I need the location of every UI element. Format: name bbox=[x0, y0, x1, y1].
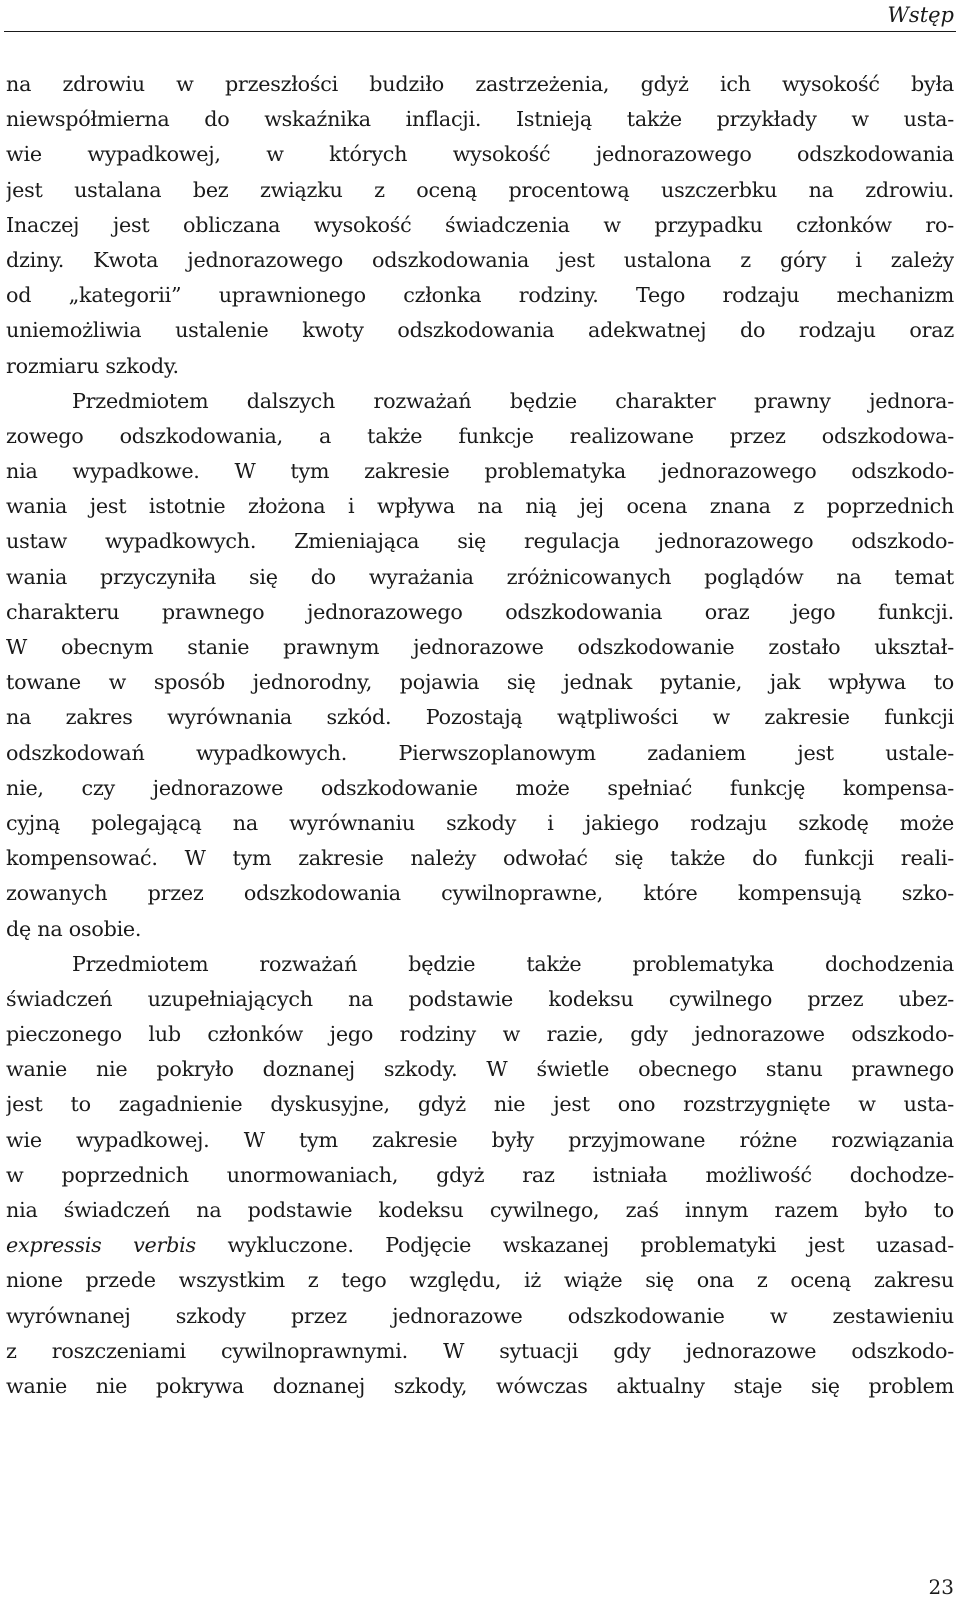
body-text bbox=[6, 67, 954, 1567]
text-line: nia wypadkowe. W tym zakresie problematyka jednorazowego odszkodo- bbox=[6, 459, 954, 484]
text-line: niewspółmierna do wskaźnika inflacji. Istnieją także przykłady w usta- bbox=[6, 107, 954, 132]
text-line: dę na osobie. bbox=[6, 916, 142, 941]
text-line: wie wypadkowej. W tym zakresie były przyjmowane różne rozwiązania bbox=[6, 1127, 954, 1152]
text-line bbox=[6, 1228, 954, 1263]
text-line: wie wypadkowej, w których wysokość jednorazowego odszkodowania bbox=[6, 142, 954, 167]
text-line: odszkodowań wypadkowych. Pierwszoplanowym zadaniem jest ustale- bbox=[6, 740, 954, 765]
text-line: cyjną polegającą na wyrównaniu szkody i jakiego rodzaju szkodę może bbox=[6, 810, 954, 835]
text-line: na zakres wyrównania szkód. Pozostają wątpliwości w zakresie funkcji bbox=[6, 705, 954, 730]
text-line: ustaw wypadkowych. Zmieniająca się regulacja jednorazowego odszkodo- bbox=[6, 529, 954, 554]
text-line: na zdrowiu w przeszłości budziło zastrzeżenia, gdyż ich wysokość była bbox=[6, 72, 954, 96]
text-line: uniemożliwia ustalenie kwoty odszkodowania adekwatnej do rodzaju oraz bbox=[6, 318, 954, 343]
text-line: zowego odszkodowania, a także funkcje realizowane przez odszkodowa- bbox=[6, 423, 954, 448]
text-line: wanie nie pokryło doznanej szkody. W świetle obecnego stanu prawnego bbox=[6, 1057, 954, 1082]
running-head: Wstęp bbox=[887, 3, 954, 27]
text-line: rozmiaru szkody. bbox=[6, 353, 179, 378]
text-line: jest ustalana bez związku z oceną procentową uszczerbku na zdrowiu. bbox=[6, 177, 954, 202]
text-line: Inaczej jest obliczana wysokość świadczenia w przypadku członków ro- bbox=[6, 212, 954, 237]
text-line: zowanych przez odszkodowania cywilnoprawne, które kompensują szko- bbox=[6, 881, 954, 906]
page-number: 23 bbox=[928, 1575, 954, 1599]
text-line: dziny. Kwota jednorazowego odszkodowania jest ustalona z góry i zależy bbox=[6, 247, 954, 272]
text-line: nie, czy jednorazowe odszkodowanie może spełniać funkcję kompensa- bbox=[6, 775, 954, 800]
text-line: wania jest istotnie złożona i wpływa na nią jej ocena znana z poprzednich bbox=[6, 494, 954, 519]
text-line: nione przede wszystkim z tego względu, iż wiąże się ona z oceną zakresu bbox=[6, 1268, 954, 1293]
italic-phrase: expressis verbis bbox=[6, 1233, 196, 1258]
text-line: wyrównanej szkody przez jednorazowe odszkodowanie w zestawieniu bbox=[6, 1303, 954, 1328]
text-line: od „kategorii” uprawnionego członka rodziny. Tego rodzaju mechanizm bbox=[6, 283, 954, 308]
text-line: nia świadczeń na podstawie kodeksu cywilnego, zaś innym razem było to bbox=[6, 1198, 954, 1222]
text-line: jest to zagadnienie dyskusyjne, gdyż nie jest ono rozstrzygnięte w usta- bbox=[6, 1092, 954, 1117]
text-line: towane w sposób jednorodny, pojawia się jednak pytanie, jak wpływa to bbox=[6, 670, 954, 695]
text-line: Przedmiotem dalszych rozważań będzie charakter prawny jednora- bbox=[72, 388, 954, 413]
text-line: w poprzednich unormowaniach, gdyż raz istniała możliwość dochodze- bbox=[6, 1162, 954, 1187]
text-line: Przedmiotem rozważań będzie także problematyka dochodzenia bbox=[72, 951, 954, 976]
text-line: wanie nie pokrywa doznanej szkody, wówczas aktualny staje się problem bbox=[6, 1373, 954, 1398]
text-line: wania przyczyniła się do wyrażania zróżnicowanych poglądów na temat bbox=[6, 564, 954, 589]
text-line: z roszczeniami cywilnoprawnymi. W sytuacji gdy jednorazowe odszkodo- bbox=[6, 1338, 954, 1363]
text-line: pieczonego lub członków jego rodziny w razie, gdy jednorazowe odszkodo- bbox=[6, 1022, 954, 1047]
header-rule bbox=[4, 31, 956, 32]
text-line: świadczeń uzupełniających na podstawie kodeksu cywilnego przez ubez- bbox=[6, 986, 954, 1011]
text-line: W obecnym stanie prawnym jednorazowe odszkodowanie zostało ukształ- bbox=[6, 635, 954, 659]
text-line: kompensować. W tym zakresie należy odwołać się także do funkcji reali- bbox=[6, 846, 954, 871]
text-line: charakteru prawnego jednorazowego odszkodowania oraz jego funkcji. bbox=[6, 599, 954, 624]
line-text: wykluczone. Podjęcie wskazanej problematyki jest uzasad- bbox=[195, 1233, 954, 1258]
